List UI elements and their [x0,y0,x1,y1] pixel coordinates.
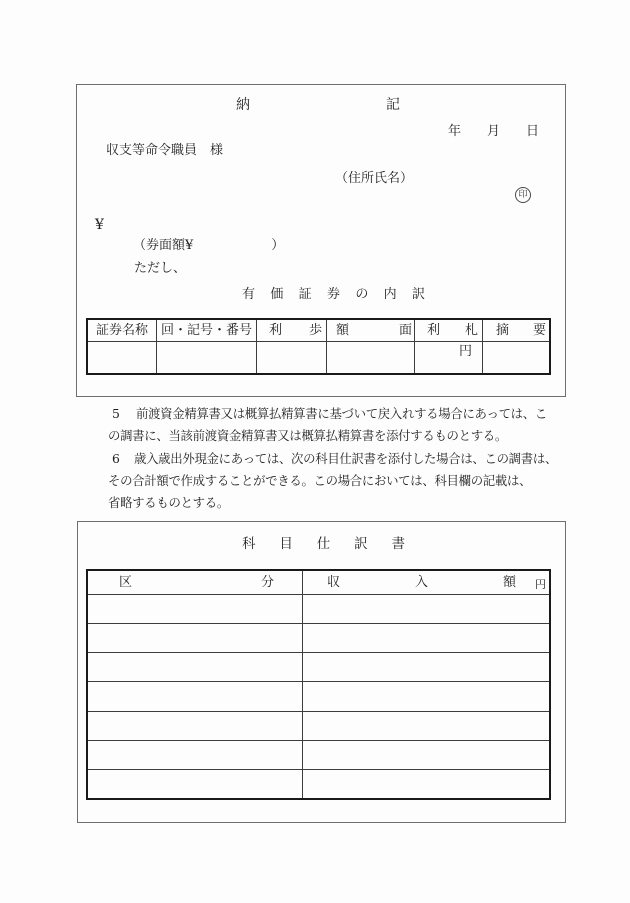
table-row [88,653,549,682]
note-6-line-1: 歳入歳出外現金にあっては、次の科目仕訳書を添付した場合は、この調書は、 [134,451,558,466]
empty-cell [88,624,303,652]
empty-cell [303,741,549,769]
securities-breakdown-title: 有 価 証 券 の 内 訳 [242,287,425,302]
subject-journal-form-box [77,521,566,823]
note-5-number: 5 [112,406,120,421]
empty-cell [88,741,303,769]
subject-journal-table [86,569,551,800]
subject-journal-rows [88,595,549,798]
header-cell-revenue-amount: 収 入 額 [327,575,516,590]
note-6-number: 6 [112,451,120,466]
empty-cell [88,682,303,710]
empty-cell [303,595,549,623]
subject-journal-title: 科 目 仕 訳 書 [242,536,405,552]
amount-yen-symbol: ¥ [95,217,104,233]
securities-table-empty-row [88,342,549,373]
note-5-line-2: の調書に、当該前渡資金精算書又は概算払精算書を添付するものとする。 [108,428,507,443]
empty-cell [88,712,303,740]
empty-cell [88,342,157,373]
note-6-line-2: その合計額で作成することができる。この場合においては、科目欄の記載は、 [108,473,532,488]
header-cell-series-number: 回・記号・番号 [157,320,257,341]
subject-journal-header-row [88,571,549,595]
address-name-label: （住所氏名） [335,171,414,186]
empty-cell [303,770,549,798]
header-cell-interest-rate: 利 歩 [257,320,327,341]
note-6-line-3: 省略するものとする。 [108,495,229,510]
empty-cell [303,712,549,740]
seal-mark-icon [515,187,531,203]
proviso-label: ただし、 [134,261,187,276]
header-cell-coupon: 利 札 [415,320,483,341]
header-cell-remarks: 摘 要 [496,323,546,338]
table-row [88,712,549,741]
face-value-label: （券面額¥ ） [133,238,285,253]
seal-character: 印 [518,189,528,200]
table-row [88,770,549,798]
note-5-line-1: 前渡資金精算書又は概算払精算書に基づいて戻入れする場合にあっては、こ [136,406,547,421]
header-cell-face-value: 額 面 [327,320,415,341]
date-line: 年 月 日 [448,124,540,139]
empty-cell [88,653,303,681]
table-row [88,624,549,653]
table-row [88,682,549,711]
empty-cell [483,342,549,373]
table-row [88,741,549,770]
notice-form-box [76,84,566,397]
empty-cell [88,595,303,623]
securities-table [86,318,551,375]
header-cell-category: 区 分 [119,575,274,590]
form-title-left: 納 [236,97,250,113]
empty-cell [303,653,549,681]
empty-cell [303,682,549,710]
empty-cell [327,342,415,373]
table-row [88,595,549,624]
empty-cell [303,624,549,652]
header-cell-securities-name: 証券名称 [88,320,157,341]
unit-yen-cell: 円 [415,342,483,373]
empty-cell [88,770,303,798]
empty-cell [257,342,327,373]
unit-yen-label: 円 [535,578,546,591]
empty-cell [157,342,257,373]
addressee-line: 収支等命令職員 様 [106,143,224,158]
form-title-right: 記 [386,97,400,113]
securities-table-header-row [88,320,549,342]
